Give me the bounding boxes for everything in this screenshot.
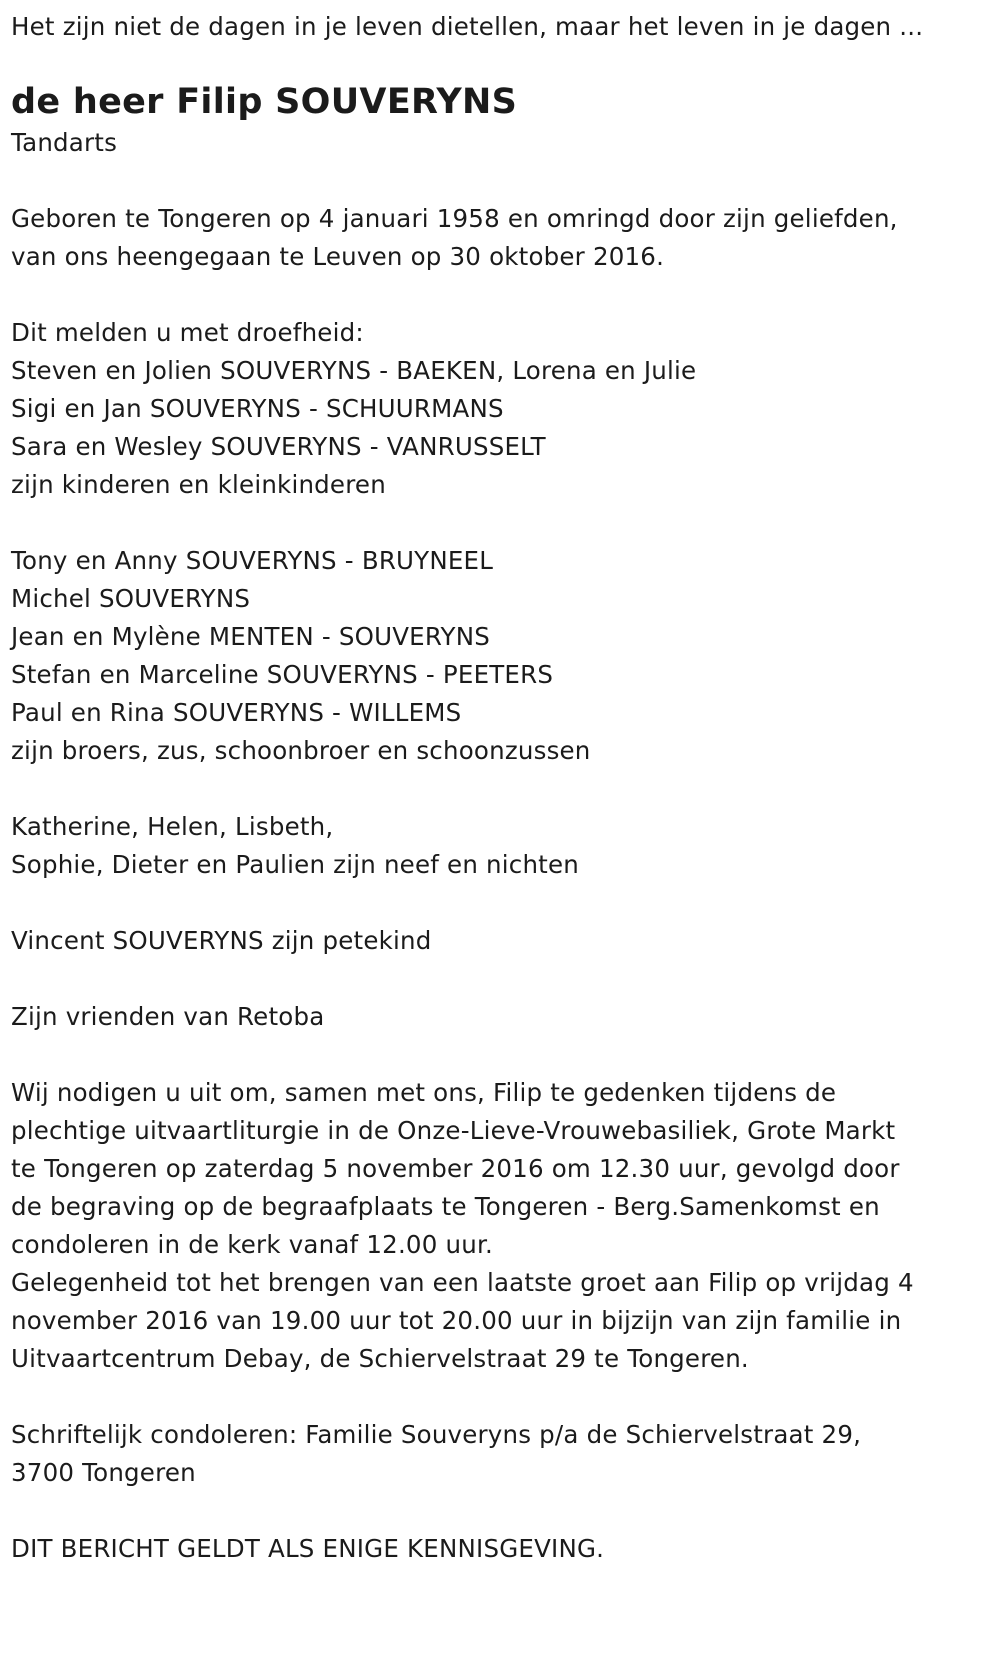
deceased-name: de heer Filip SOUVERYNS xyxy=(11,82,518,122)
birth-death-section xyxy=(11,200,996,276)
text-line: Jean en Mylène MENTEN - SOUVERYNS xyxy=(11,622,490,651)
text-line: Wij nodigen u uit om, samen met ons, Filip te gedenken tijdens de xyxy=(11,1078,837,1107)
death-notice xyxy=(11,8,996,1568)
deceased-profession: Tandarts xyxy=(11,128,118,157)
text-line: Sara en Wesley SOUVERYNS - VANRUSSELT xyxy=(11,432,546,461)
text-line: november 2016 van 19.00 uur tot 20.00 uur in bijzijn van zijn familie in xyxy=(11,1306,902,1335)
text-line: Stefan en Marceline SOUVERYNS - PEETERS xyxy=(11,660,554,689)
siblings-section xyxy=(11,542,996,770)
text-line: Katherine, Helen, Lisbeth, xyxy=(11,812,334,841)
spacer xyxy=(11,162,996,200)
condolence-section xyxy=(11,1416,996,1492)
text-line: zijn kinderen en kleinkinderen xyxy=(11,470,386,499)
text-line: Dit melden u met droefheid: xyxy=(11,318,364,347)
friends-line: Zijn vrienden van Retoba xyxy=(11,1002,325,1031)
text-line: zijn broers, zus, schoonbroer en schoonzussen xyxy=(11,736,591,765)
nephews-section xyxy=(11,808,996,884)
text-line: Schriftelijk condoleren: Familie Souveryns p/a de Schiervelstraat 29, xyxy=(11,1420,862,1449)
spacer xyxy=(11,1492,996,1530)
ceremony-section xyxy=(11,1074,996,1378)
text-line: de begraving op de begraafplaats te Tongeren - Berg.Samenkomst en xyxy=(11,1192,880,1221)
text-line: Geboren te Tongeren op 4 januari 1958 en omringd door zijn geliefden, xyxy=(11,204,898,233)
godchild-line: Vincent SOUVERYNS zijn petekind xyxy=(11,926,432,955)
text-line: 3700 Tongeren xyxy=(11,1458,196,1487)
spacer xyxy=(11,770,996,808)
spacer xyxy=(11,960,996,998)
announcers-section xyxy=(11,314,996,504)
spacer xyxy=(11,276,996,314)
spacer xyxy=(11,884,996,922)
text-line: Uitvaartcentrum Debay, de Schiervelstraat 29 te Tongeren. xyxy=(11,1344,749,1373)
text-line: te Tongeren op zaterdag 5 november 2016 om 12.30 uur, gevolgd door xyxy=(11,1154,900,1183)
text-line: Paul en Rina SOUVERYNS - WILLEMS xyxy=(11,698,462,727)
spacer xyxy=(11,504,996,542)
spacer xyxy=(11,1378,996,1416)
text-line: Sophie, Dieter en Paulien zijn neef en nichten xyxy=(11,850,579,879)
text-line: Gelegenheid tot het brengen van een laatste groet aan Filip op vrijdag 4 xyxy=(11,1268,914,1297)
text-line: condoleren in de kerk vanaf 12.00 uur. xyxy=(11,1230,493,1259)
spacer xyxy=(11,1036,996,1074)
text-line: Tony en Anny SOUVERYNS - BRUYNEEL xyxy=(11,546,494,575)
notice-line: DIT BERICHT GELDT ALS ENIGE KENNISGEVING. xyxy=(11,1534,605,1563)
opening-quote: Het zijn niet de dagen in je leven dietellen, maar het leven in je dagen ... xyxy=(11,12,924,41)
text-line: plechtige uitvaartliturgie in de Onze-Lieve-Vrouwebasiliek, Grote Markt xyxy=(11,1116,896,1145)
text-line: Steven en Jolien SOUVERYNS - BAEKEN, Lorena en Julie xyxy=(11,356,697,385)
text-line: van ons heengegaan te Leuven op 30 oktober 2016. xyxy=(11,242,665,271)
text-line: Sigi en Jan SOUVERYNS - SCHUURMANS xyxy=(11,394,504,423)
text-line: Michel SOUVERYNS xyxy=(11,584,251,613)
